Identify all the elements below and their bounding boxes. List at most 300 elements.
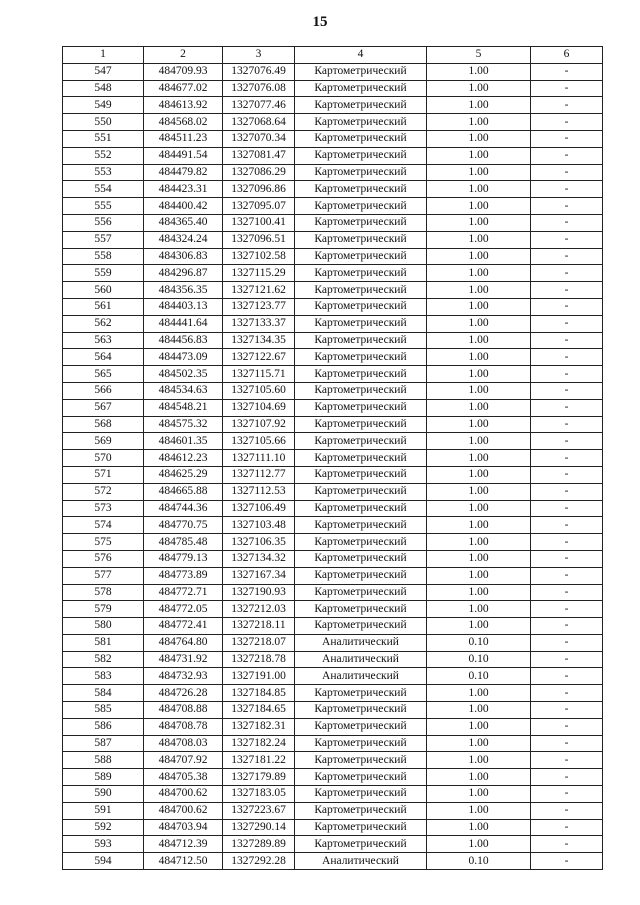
- y-coordinate-cell: 1327112.53: [223, 483, 295, 500]
- y-coordinate-cell: 1327134.32: [223, 550, 295, 567]
- method-cell: Картометрический: [295, 164, 427, 181]
- y-coordinate-cell: 1327096.51: [223, 231, 295, 248]
- point-number-cell: 547: [63, 63, 144, 80]
- x-coordinate-cell: 484677.02: [144, 80, 223, 97]
- method-cell: Картометрический: [295, 382, 427, 399]
- y-coordinate-cell: 1327070.34: [223, 130, 295, 147]
- point-number-cell: 581: [63, 634, 144, 651]
- note-cell: -: [531, 80, 603, 97]
- note-cell: -: [531, 349, 603, 366]
- y-coordinate-cell: 1327076.08: [223, 80, 295, 97]
- accuracy-cell: 1.00: [427, 450, 531, 467]
- y-coordinate-cell: 1327183.05: [223, 786, 295, 803]
- point-number-cell: 583: [63, 668, 144, 685]
- y-coordinate-cell: 1327076.49: [223, 63, 295, 80]
- note-cell: -: [531, 416, 603, 433]
- method-cell: Аналитический: [295, 634, 427, 651]
- table-body: [63, 63, 603, 869]
- point-number-cell: 548: [63, 80, 144, 97]
- table-row: [63, 332, 603, 349]
- method-cell: Картометрический: [295, 416, 427, 433]
- method-cell: Картометрический: [295, 466, 427, 483]
- point-number-cell: 588: [63, 752, 144, 769]
- note-cell: -: [531, 651, 603, 668]
- x-coordinate-cell: 484575.32: [144, 416, 223, 433]
- x-coordinate-cell: 484400.42: [144, 198, 223, 215]
- accuracy-cell: 1.00: [427, 685, 531, 702]
- x-coordinate-cell: 484705.38: [144, 769, 223, 786]
- y-coordinate-cell: 1327181.22: [223, 752, 295, 769]
- column-header: 6: [531, 47, 603, 64]
- table-row: [63, 819, 603, 836]
- y-coordinate-cell: 1327292.28: [223, 853, 295, 870]
- y-coordinate-cell: 1327096.86: [223, 181, 295, 198]
- table-row: [63, 466, 603, 483]
- accuracy-cell: 1.00: [427, 752, 531, 769]
- y-coordinate-cell: 1327223.67: [223, 802, 295, 819]
- accuracy-cell: 0.10: [427, 651, 531, 668]
- point-number-cell: 591: [63, 802, 144, 819]
- y-coordinate-cell: 1327182.31: [223, 718, 295, 735]
- method-cell: Картометрический: [295, 63, 427, 80]
- accuracy-cell: 1.00: [427, 198, 531, 215]
- x-coordinate-cell: 484773.89: [144, 567, 223, 584]
- column-header: 4: [295, 47, 427, 64]
- x-coordinate-cell: 484703.94: [144, 819, 223, 836]
- y-coordinate-cell: 1327134.35: [223, 332, 295, 349]
- y-coordinate-cell: 1327115.29: [223, 265, 295, 282]
- x-coordinate-cell: 484726.28: [144, 685, 223, 702]
- method-cell: Картометрический: [295, 265, 427, 282]
- x-coordinate-cell: 484770.75: [144, 517, 223, 534]
- note-cell: -: [531, 718, 603, 735]
- note-cell: -: [531, 685, 603, 702]
- note-cell: -: [531, 836, 603, 853]
- point-number-cell: 569: [63, 433, 144, 450]
- table-row: [63, 181, 603, 198]
- point-number-cell: 577: [63, 567, 144, 584]
- note-cell: -: [531, 97, 603, 114]
- accuracy-cell: 0.10: [427, 853, 531, 870]
- accuracy-cell: 1.00: [427, 214, 531, 231]
- point-number-cell: 555: [63, 198, 144, 215]
- point-number-cell: 568: [63, 416, 144, 433]
- point-number-cell: 562: [63, 315, 144, 332]
- accuracy-cell: 1.00: [427, 399, 531, 416]
- accuracy-cell: 1.00: [427, 433, 531, 450]
- table-header: [63, 47, 603, 64]
- point-number-cell: 585: [63, 702, 144, 719]
- y-coordinate-cell: 1327103.48: [223, 517, 295, 534]
- table-row: [63, 718, 603, 735]
- x-coordinate-cell: 484473.09: [144, 349, 223, 366]
- accuracy-cell: 1.00: [427, 231, 531, 248]
- table-row: [63, 618, 603, 635]
- y-coordinate-cell: 1327218.78: [223, 651, 295, 668]
- table-row: [63, 517, 603, 534]
- note-cell: -: [531, 769, 603, 786]
- table-row: [63, 550, 603, 567]
- x-coordinate-cell: 484785.48: [144, 534, 223, 551]
- point-number-cell: 558: [63, 248, 144, 265]
- note-cell: -: [531, 567, 603, 584]
- y-coordinate-cell: 1327218.07: [223, 634, 295, 651]
- method-cell: Картометрический: [295, 483, 427, 500]
- point-number-cell: 554: [63, 181, 144, 198]
- method-cell: Картометрический: [295, 601, 427, 618]
- table-row: [63, 315, 603, 332]
- note-cell: -: [531, 282, 603, 299]
- y-coordinate-cell: 1327077.46: [223, 97, 295, 114]
- method-cell: Картометрический: [295, 315, 427, 332]
- method-cell: Картометрический: [295, 181, 427, 198]
- accuracy-cell: 1.00: [427, 819, 531, 836]
- accuracy-cell: 1.00: [427, 382, 531, 399]
- x-coordinate-cell: 484479.82: [144, 164, 223, 181]
- method-cell: Картометрический: [295, 718, 427, 735]
- x-coordinate-cell: 484403.13: [144, 298, 223, 315]
- accuracy-cell: 1.00: [427, 282, 531, 299]
- point-number-cell: 552: [63, 147, 144, 164]
- y-coordinate-cell: 1327218.11: [223, 618, 295, 635]
- table-row: [63, 63, 603, 80]
- y-coordinate-cell: 1327105.66: [223, 433, 295, 450]
- table-row: [63, 231, 603, 248]
- accuracy-cell: 1.00: [427, 332, 531, 349]
- table-row: [63, 500, 603, 517]
- table-row: [63, 450, 603, 467]
- table-row: [63, 114, 603, 131]
- method-cell: Картометрический: [295, 550, 427, 567]
- x-coordinate-cell: 484613.92: [144, 97, 223, 114]
- note-cell: -: [531, 786, 603, 803]
- note-cell: -: [531, 517, 603, 534]
- y-coordinate-cell: 1327122.67: [223, 349, 295, 366]
- accuracy-cell: 1.00: [427, 416, 531, 433]
- x-coordinate-cell: 484744.36: [144, 500, 223, 517]
- header-row: [63, 47, 603, 64]
- table-row: [63, 265, 603, 282]
- point-number-cell: 592: [63, 819, 144, 836]
- note-cell: -: [531, 399, 603, 416]
- method-cell: Аналитический: [295, 853, 427, 870]
- note-cell: -: [531, 483, 603, 500]
- note-cell: -: [531, 601, 603, 618]
- accuracy-cell: 1.00: [427, 181, 531, 198]
- x-coordinate-cell: 484511.23: [144, 130, 223, 147]
- x-coordinate-cell: 484423.31: [144, 181, 223, 198]
- table-row: [63, 769, 603, 786]
- note-cell: -: [531, 248, 603, 265]
- method-cell: Картометрический: [295, 752, 427, 769]
- point-number-cell: 557: [63, 231, 144, 248]
- note-cell: -: [531, 332, 603, 349]
- method-cell: Картометрический: [295, 786, 427, 803]
- note-cell: -: [531, 819, 603, 836]
- point-number-cell: 593: [63, 836, 144, 853]
- x-coordinate-cell: 484625.29: [144, 466, 223, 483]
- y-coordinate-cell: 1327106.35: [223, 534, 295, 551]
- accuracy-cell: 1.00: [427, 836, 531, 853]
- point-number-cell: 586: [63, 718, 144, 735]
- accuracy-cell: 1.00: [427, 735, 531, 752]
- note-cell: -: [531, 298, 603, 315]
- y-coordinate-cell: 1327081.47: [223, 147, 295, 164]
- accuracy-cell: 1.00: [427, 601, 531, 618]
- note-cell: -: [531, 735, 603, 752]
- accuracy-cell: 1.00: [427, 130, 531, 147]
- method-cell: Картометрический: [295, 80, 427, 97]
- accuracy-cell: 1.00: [427, 769, 531, 786]
- table-row: [63, 130, 603, 147]
- y-coordinate-cell: 1327184.65: [223, 702, 295, 719]
- point-number-cell: 549: [63, 97, 144, 114]
- y-coordinate-cell: 1327068.64: [223, 114, 295, 131]
- x-coordinate-cell: 484708.03: [144, 735, 223, 752]
- table-row: [63, 399, 603, 416]
- table-row: [63, 668, 603, 685]
- point-number-cell: 559: [63, 265, 144, 282]
- x-coordinate-cell: 484772.71: [144, 584, 223, 601]
- method-cell: Картометрический: [295, 819, 427, 836]
- accuracy-cell: 1.00: [427, 80, 531, 97]
- accuracy-cell: 1.00: [427, 315, 531, 332]
- x-coordinate-cell: 484731.92: [144, 651, 223, 668]
- note-cell: -: [531, 147, 603, 164]
- method-cell: Картометрический: [295, 214, 427, 231]
- x-coordinate-cell: 484568.02: [144, 114, 223, 131]
- y-coordinate-cell: 1327290.14: [223, 819, 295, 836]
- x-coordinate-cell: 484324.24: [144, 231, 223, 248]
- table-row: [63, 786, 603, 803]
- y-coordinate-cell: 1327104.69: [223, 399, 295, 416]
- method-cell: Картометрический: [295, 147, 427, 164]
- point-number-cell: 565: [63, 366, 144, 383]
- point-number-cell: 550: [63, 114, 144, 131]
- accuracy-cell: 1.00: [427, 718, 531, 735]
- method-cell: Аналитический: [295, 651, 427, 668]
- x-coordinate-cell: 484548.21: [144, 399, 223, 416]
- x-coordinate-cell: 484712.39: [144, 836, 223, 853]
- x-coordinate-cell: 484441.64: [144, 315, 223, 332]
- note-cell: -: [531, 265, 603, 282]
- note-cell: -: [531, 634, 603, 651]
- x-coordinate-cell: 484708.78: [144, 718, 223, 735]
- y-coordinate-cell: 1327179.89: [223, 769, 295, 786]
- point-number-cell: 566: [63, 382, 144, 399]
- x-coordinate-cell: 484612.23: [144, 450, 223, 467]
- method-cell: Картометрический: [295, 685, 427, 702]
- point-number-cell: 573: [63, 500, 144, 517]
- table-row: [63, 584, 603, 601]
- method-cell: Аналитический: [295, 668, 427, 685]
- note-cell: -: [531, 181, 603, 198]
- x-coordinate-cell: 484764.80: [144, 634, 223, 651]
- accuracy-cell: 1.00: [427, 466, 531, 483]
- y-coordinate-cell: 1327182.24: [223, 735, 295, 752]
- x-coordinate-cell: 484709.93: [144, 63, 223, 80]
- method-cell: Картометрический: [295, 130, 427, 147]
- note-cell: -: [531, 752, 603, 769]
- table-row: [63, 382, 603, 399]
- note-cell: -: [531, 382, 603, 399]
- method-cell: Картометрический: [295, 349, 427, 366]
- y-coordinate-cell: 1327190.93: [223, 584, 295, 601]
- method-cell: Картометрический: [295, 618, 427, 635]
- point-number-cell: 582: [63, 651, 144, 668]
- accuracy-cell: 1.00: [427, 786, 531, 803]
- point-number-cell: 572: [63, 483, 144, 500]
- table-row: [63, 164, 603, 181]
- note-cell: -: [531, 534, 603, 551]
- table-row: [63, 80, 603, 97]
- accuracy-cell: 1.00: [427, 534, 531, 551]
- y-coordinate-cell: 1327167.34: [223, 567, 295, 584]
- point-number-cell: 553: [63, 164, 144, 181]
- method-cell: Картометрический: [295, 298, 427, 315]
- table-row: [63, 685, 603, 702]
- table-row: [63, 248, 603, 265]
- note-cell: -: [531, 114, 603, 131]
- method-cell: Картометрический: [295, 366, 427, 383]
- method-cell: Картометрический: [295, 702, 427, 719]
- x-coordinate-cell: 484700.62: [144, 786, 223, 803]
- point-number-cell: 580: [63, 618, 144, 635]
- x-coordinate-cell: 484356.35: [144, 282, 223, 299]
- note-cell: -: [531, 63, 603, 80]
- y-coordinate-cell: 1327123.77: [223, 298, 295, 315]
- accuracy-cell: 1.00: [427, 164, 531, 181]
- column-header: 2: [144, 47, 223, 64]
- table-row: [63, 366, 603, 383]
- table-row: [63, 433, 603, 450]
- method-cell: Картометрический: [295, 433, 427, 450]
- accuracy-cell: 1.00: [427, 483, 531, 500]
- note-cell: -: [531, 550, 603, 567]
- point-number-cell: 576: [63, 550, 144, 567]
- note-cell: -: [531, 466, 603, 483]
- note-cell: -: [531, 164, 603, 181]
- x-coordinate-cell: 484779.13: [144, 550, 223, 567]
- table-row: [63, 214, 603, 231]
- accuracy-cell: 0.10: [427, 668, 531, 685]
- point-number-cell: 575: [63, 534, 144, 551]
- method-cell: Картометрический: [295, 584, 427, 601]
- x-coordinate-cell: 484707.92: [144, 752, 223, 769]
- table-row: [63, 752, 603, 769]
- table-row: [63, 198, 603, 215]
- method-cell: Картометрический: [295, 332, 427, 349]
- method-cell: Картометрический: [295, 802, 427, 819]
- x-coordinate-cell: 484491.54: [144, 147, 223, 164]
- table-row: [63, 634, 603, 651]
- table-row: [63, 853, 603, 870]
- note-cell: -: [531, 198, 603, 215]
- point-number-cell: 567: [63, 399, 144, 416]
- column-header: 1: [63, 47, 144, 64]
- column-header: 3: [223, 47, 295, 64]
- method-cell: Картометрический: [295, 114, 427, 131]
- table-row: [63, 534, 603, 551]
- note-cell: -: [531, 315, 603, 332]
- y-coordinate-cell: 1327102.58: [223, 248, 295, 265]
- y-coordinate-cell: 1327184.85: [223, 685, 295, 702]
- accuracy-cell: 1.00: [427, 517, 531, 534]
- accuracy-cell: 0.10: [427, 634, 531, 651]
- table-row: [63, 601, 603, 618]
- method-cell: Картометрический: [295, 769, 427, 786]
- accuracy-cell: 1.00: [427, 114, 531, 131]
- accuracy-cell: 1.00: [427, 550, 531, 567]
- point-number-cell: 561: [63, 298, 144, 315]
- x-coordinate-cell: 484708.88: [144, 702, 223, 719]
- x-coordinate-cell: 484306.83: [144, 248, 223, 265]
- point-number-cell: 578: [63, 584, 144, 601]
- table-row: [63, 147, 603, 164]
- method-cell: Картометрический: [295, 399, 427, 416]
- point-number-cell: 594: [63, 853, 144, 870]
- point-number-cell: 587: [63, 735, 144, 752]
- point-number-cell: 556: [63, 214, 144, 231]
- y-coordinate-cell: 1327106.49: [223, 500, 295, 517]
- y-coordinate-cell: 1327105.60: [223, 382, 295, 399]
- accuracy-cell: 1.00: [427, 298, 531, 315]
- point-number-cell: 570: [63, 450, 144, 467]
- accuracy-cell: 1.00: [427, 567, 531, 584]
- note-cell: -: [531, 802, 603, 819]
- method-cell: Картометрический: [295, 500, 427, 517]
- y-coordinate-cell: 1327121.62: [223, 282, 295, 299]
- x-coordinate-cell: 484712.50: [144, 853, 223, 870]
- method-cell: Картометрический: [295, 567, 427, 584]
- y-coordinate-cell: 1327107.92: [223, 416, 295, 433]
- accuracy-cell: 1.00: [427, 802, 531, 819]
- accuracy-cell: 1.00: [427, 366, 531, 383]
- accuracy-cell: 1.00: [427, 63, 531, 80]
- x-coordinate-cell: 484502.35: [144, 366, 223, 383]
- accuracy-cell: 1.00: [427, 248, 531, 265]
- y-coordinate-cell: 1327115.71: [223, 366, 295, 383]
- x-coordinate-cell: 484772.05: [144, 601, 223, 618]
- note-cell: -: [531, 853, 603, 870]
- point-number-cell: 564: [63, 349, 144, 366]
- x-coordinate-cell: 484601.35: [144, 433, 223, 450]
- y-coordinate-cell: 1327111.10: [223, 450, 295, 467]
- x-coordinate-cell: 484732.93: [144, 668, 223, 685]
- y-coordinate-cell: 1327191.00: [223, 668, 295, 685]
- table-row: [63, 298, 603, 315]
- note-cell: -: [531, 366, 603, 383]
- table-row: [63, 702, 603, 719]
- method-cell: Картометрический: [295, 231, 427, 248]
- method-cell: Картометрический: [295, 450, 427, 467]
- accuracy-cell: 1.00: [427, 702, 531, 719]
- accuracy-cell: 1.00: [427, 97, 531, 114]
- coordinates-table: [62, 46, 603, 870]
- accuracy-cell: 1.00: [427, 147, 531, 164]
- note-cell: -: [531, 214, 603, 231]
- y-coordinate-cell: 1327289.89: [223, 836, 295, 853]
- note-cell: -: [531, 231, 603, 248]
- point-number-cell: 574: [63, 517, 144, 534]
- note-cell: -: [531, 668, 603, 685]
- y-coordinate-cell: 1327133.37: [223, 315, 295, 332]
- accuracy-cell: 1.00: [427, 618, 531, 635]
- accuracy-cell: 1.00: [427, 349, 531, 366]
- method-cell: Картометрический: [295, 534, 427, 551]
- accuracy-cell: 1.00: [427, 265, 531, 282]
- table-row: [63, 282, 603, 299]
